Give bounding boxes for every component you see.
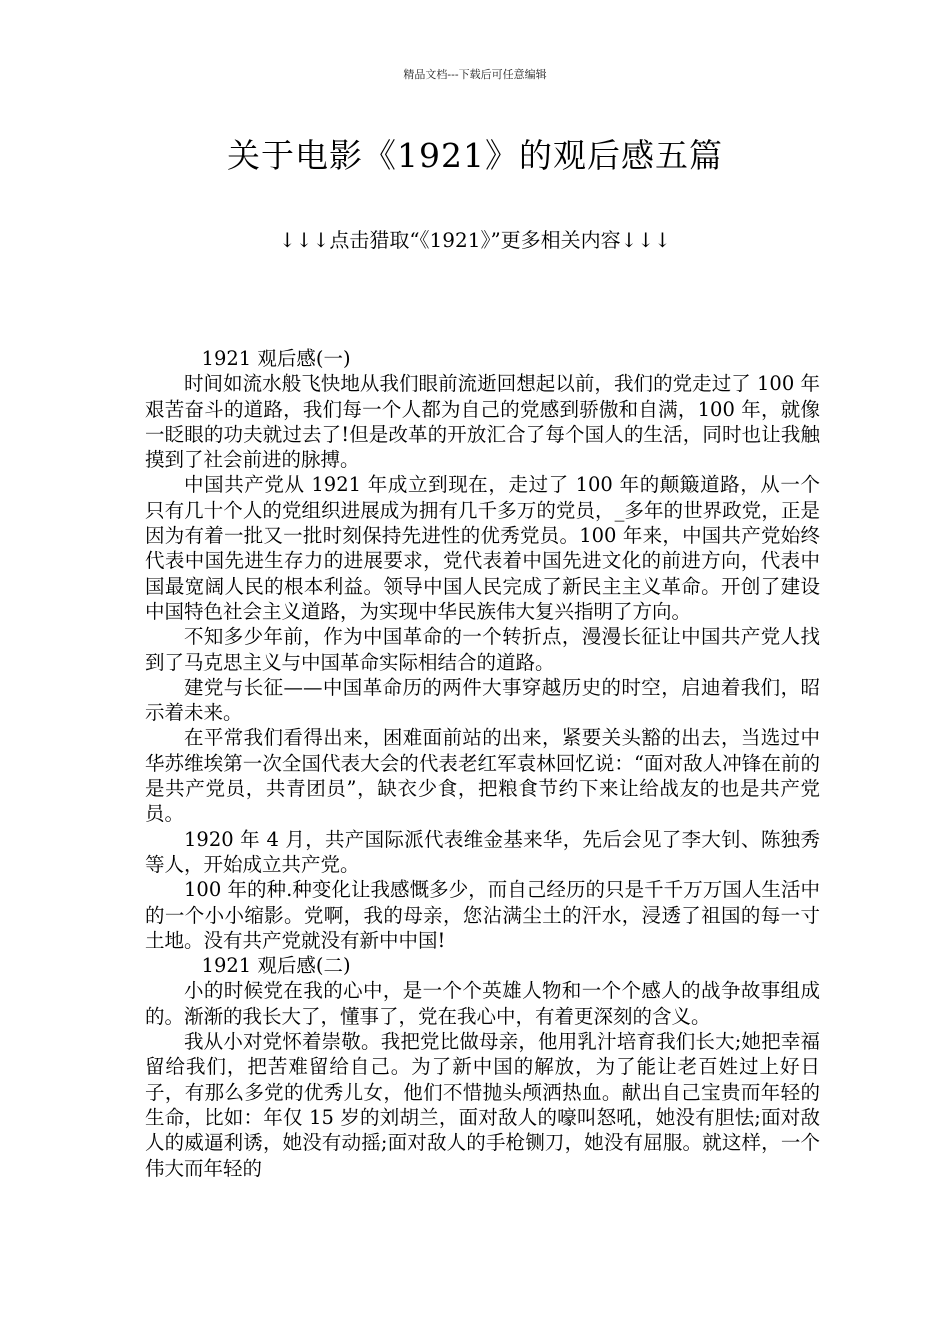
- body-paragraph: 100 年的种.种变化让我感慨多少，而自己经历的只是千千万万国人生活中的一个小小缩影。党啊，我的母亲，您沾满尘土的汗水，浸透了祖国的每一寸土地。没有共产党就没有新中中国!: [145, 878, 820, 952]
- body-paragraph: 建党与长征——中国革命历的两件大事穿越历史的时空，启迪着我们，昭示着未来。: [145, 675, 820, 725]
- section-heading-2: 1921 观后感(二): [201, 954, 351, 978]
- header-note: 精品文档---下载后可任意编辑: [403, 68, 547, 81]
- document-body: [145, 346, 820, 1181]
- body-paragraph: 在平常我们看得出来，困难面前站的出来，紧要关头豁的出去，当选过中华苏维埃第一次全国代表大会的代表老红军袁林回忆说：“面对敌人冲锋在前的是共产党员，共青团员”，缺衣少食，把粮食节约下来让给战友的也是共产党员。: [145, 726, 820, 826]
- body-paragraph: 时间如流水般飞快地从我们眼前流逝回想起以前，我们的党走过了 100 年艰苦奋斗的道路，我们每一个人都为自己的党感到骄傲和自满，100 年，就像一眨眼的功夫就过去了!但是改革的开放汇合了每个国人的生活，同时也让我触摸到了社会前进的脉搏。: [145, 372, 820, 472]
- body-paragraph: 中国共产党从 1921 年成立到现在，走过了 100 年的颠簸道路，从一个只有几十个人的党组织进展成为拥有几千多万的党员，_多年的世界政党，正是因为有着一批又一批时刻保持先进性的优秀党员。100 年来，中国共产党始终代表中国先进生存力的进展要求，党代表着中国先进文化的前进方向，代表中国最宽阔人民的根本利益。领导中国人民完成了新民主主义革命。开创了建设中国特色社会主义道路，为实现中华民族伟大复兴指明了方向。: [145, 473, 820, 623]
- body-paragraph: 不知多少年前，作为中国革命的一个转折点，漫漫长征让中国共产党人找到了马克思主义与中国革命实际相结合的道路。: [145, 625, 820, 674]
- document-title: 关于电影《1921》的观后感五篇: [227, 136, 723, 175]
- more-content-link[interactable]: ↓↓↓点击猎取“《1921》”更多相关内容↓↓↓: [279, 228, 671, 252]
- body-paragraph: 我从小对党怀着崇敬。我把党比做母亲，他用乳汁培育我们长大;她把幸福留给我们，把苦难留给自己。为了新中国的解放，为了能让老百姓过上好日子，有那么多党的优秀儿女，他们不惜抛头颅洒热血。献出自己宝贵而年轻的生命，比如：年仅 15 岁的刘胡兰，面对敌人的嚎叫怒吼，她没有胆怯;面对敌人的威逼利诱，她没有动摇;面对敌人的手枪铡刀，她没有屈服。就这样，一个伟大而年轻的: [145, 1030, 820, 1180]
- body-paragraph: 1920 年 4 月，共产国际派代表维金基来华，先后会见了李大钊、陈独秀等人，开始成立共产党。: [145, 827, 820, 876]
- body-paragraph: 小的时候党在我的心中，是一个个英雄人物和一个个感人的战争故事组成的。渐渐的我长大了，懂事了，党在我心中，有着更深刻的含义。: [145, 979, 820, 1028]
- section-heading-1: 1921 观后感(一): [201, 347, 351, 370]
